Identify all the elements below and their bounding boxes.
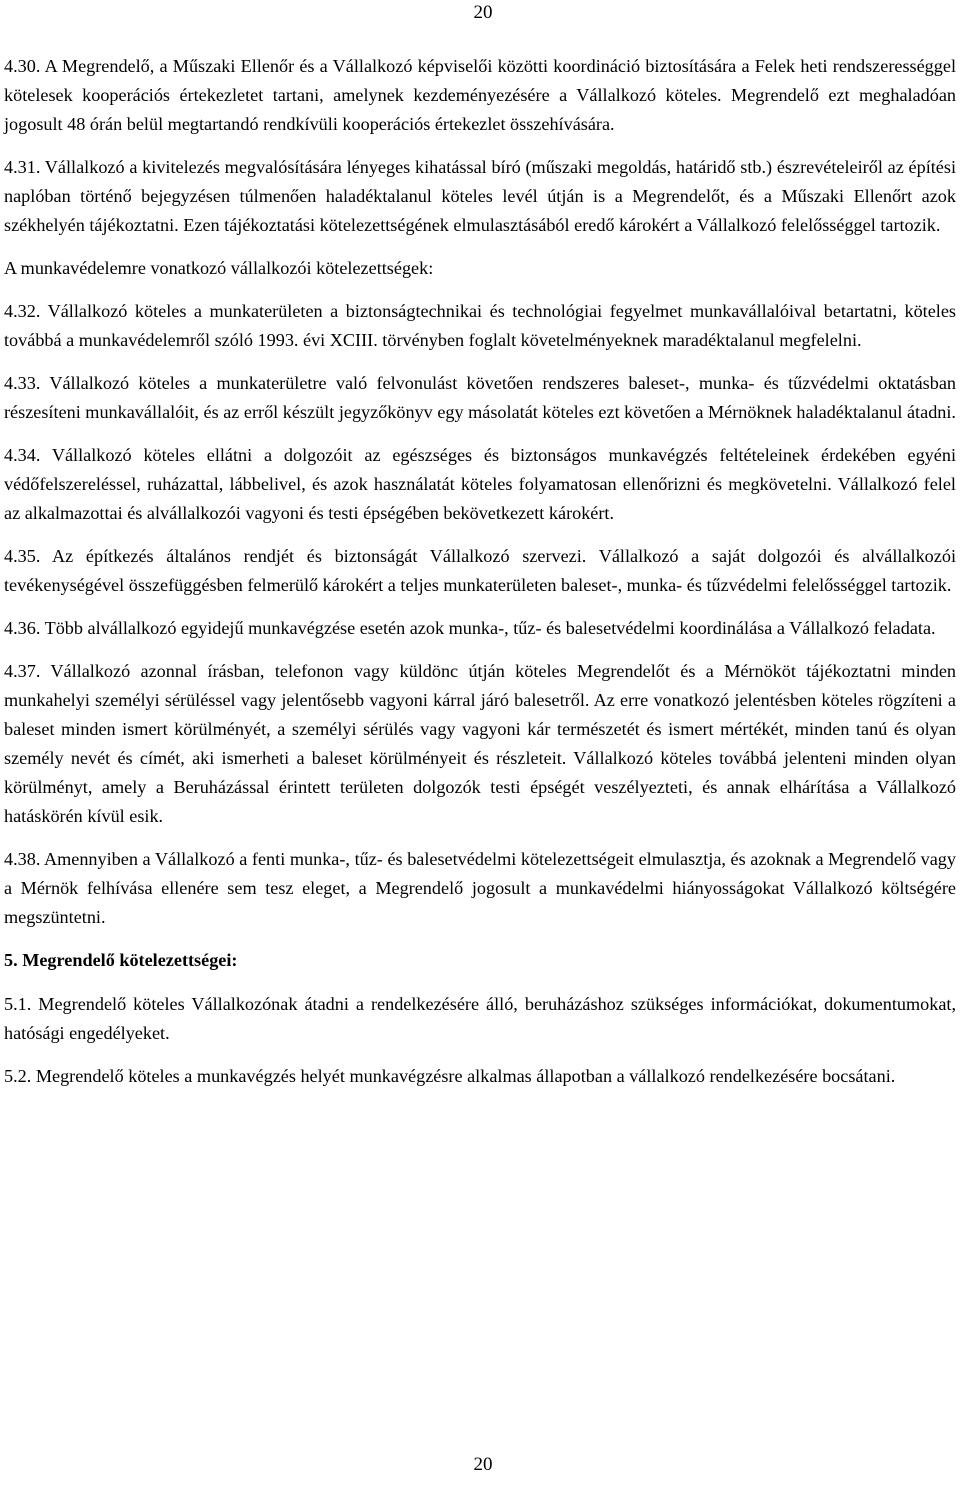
page-number-top: 20 bbox=[473, 2, 493, 23]
paragraph-5-1: 5.1. Megrendelő köteles Vállalkozónak átadni a rendelkezésére álló, beruházáshoz szükséges információkat, dokumentumokat, hatósági engedélyeket. bbox=[4, 994, 956, 1043]
paragraph-5-2: 5.2. Megrendelő köteles a munkavégzés helyét munkavégzésre alkalmas állapotban a vállalkozó rendelkezésére bocsátani. bbox=[4, 1066, 896, 1086]
paragraph-4-36: 4.36. Több alvállalkozó egyidejű munkavégzése esetén azok munka-, tűz- és balesetvédelmi koordinálása a Vállalkozó feladata. bbox=[4, 618, 936, 638]
paragraph-4-35: 4.35. Az építkezés általános rendjét és biztonságát Vállalkozó szervezi. Vállalkozó a saját dolgozói és alvállalkozói tevékenységével összefüggésben felmerülő károkért a teljes munkaterületen baleset-, munka- és tűzvédelmi felelősséggel tartozik. bbox=[4, 546, 956, 595]
paragraph-4-32: 4.32. Vállalkozó köteles a munkaterületen a biztonságtechnikai és technológiai fegyelmet munkavállalóival betartatni, köteles továbbá a munkavédelemről szóló 1993. évi XCIII. törvényben foglalt követelményeknek maradéktalanul megfelelni. bbox=[4, 301, 956, 350]
page-number-bottom: 20 bbox=[473, 1454, 493, 1475]
paragraph-4-30: 4.30. A Megrendelő, a Műszaki Ellenőr és a Vállalkozó képviselői közötti koordináció biztosítására a Felek heti rendszerességgel kötelesek kooperációs értekezletet tartani, amelynek kezdeményezésére a Vállalkozó köteles. Megrendelő ezt meghaladóan jogosult 48 órán belül megtartandó rendkívüli kooperációs értekezlet összehívására. bbox=[4, 56, 956, 134]
subheading-occupational-safety: A munkavédelemre vonatkozó vállalkozói kötelezettségek: bbox=[4, 258, 434, 278]
paragraph-4-38: 4.38. Amennyiben a Vállalkozó a fenti munka-, tűz- és balesetvédelmi kötelezettségeit elmulasztja, és azoknak a Megrendelő vagy a Mérnök felhívása ellenére sem tesz eleget, a Megrendelő jogosult a munkavédelmi hiányosságokat Vállalkozó költségére megszüntetni. bbox=[4, 849, 956, 927]
paragraph-4-31: 4.31. Vállalkozó a kivitelezés megvalósítására lényeges kihatással bíró (műszaki megoldás, határidő stb.) észrevételeiről az építési naplóban történő bejegyzésen túlmenően haladéktalanul köteles levél útján is a Megrendelőt, és a Műszaki Ellenőrt azok székhelyén tájékoztatni. Ezen tájékoztatási kötelezettségének elmulasztásából eredő károkért a Vállalkozó felelősséggel tartozik. bbox=[4, 157, 956, 235]
paragraph-4-33: 4.33. Vállalkozó köteles a munkaterületre való felvonulást követően rendszeres baleset-, munka- és tűzvédelmi oktatásban részesíteni munkavállalóit, és az erről készült jegyzőkönyv egy másolatát köteles ezt követően a Mérnöknek haladéktalanul átadni. bbox=[4, 373, 956, 422]
section-5-heading: 5. Megrendelő kötelezettségei: bbox=[4, 950, 238, 970]
document-body bbox=[4, 52, 956, 1105]
paragraph-4-34: 4.34. Vállalkozó köteles ellátni a dolgozóit az egészséges és biztonságos munkavégzés feltételeinek érdekében egyéni védőfelszereléssel, ruházattal, lábbelivel, és azok használatát köteles folyamatosan ellenőrizni és megkövetelni. Vállalkozó felel az alkalmazottai és alvállalkozói vagyoni és testi épségében bekövetkezett károkért. bbox=[4, 445, 956, 523]
paragraph-4-37: 4.37. Vállalkozó azonnal írásban, telefonon vagy küldönc útján köteles Megrendelőt és a Mérnököt tájékoztatni minden munkahelyi személyi sérüléssel vagy jelentősebb vagyoni kárral járó balesetről. Az erre vonatkozó jelentésben köteles rögzíteni a baleset minden ismert körülményét, a személyi sérülés vagy vagyoni kár természetét és ismert mértékét, minden tanú és olyan személy nevét és címét, aki ismerheti a baleset körülményeit és részleteit. Vállalkozó köteles továbbá jelenteni minden olyan körülményt, amely a Beruházással érintett területen dolgozók testi épségét veszélyezteti, és annak elhárítása a Vállalkozó hatáskörén kívül esik. bbox=[4, 661, 956, 826]
